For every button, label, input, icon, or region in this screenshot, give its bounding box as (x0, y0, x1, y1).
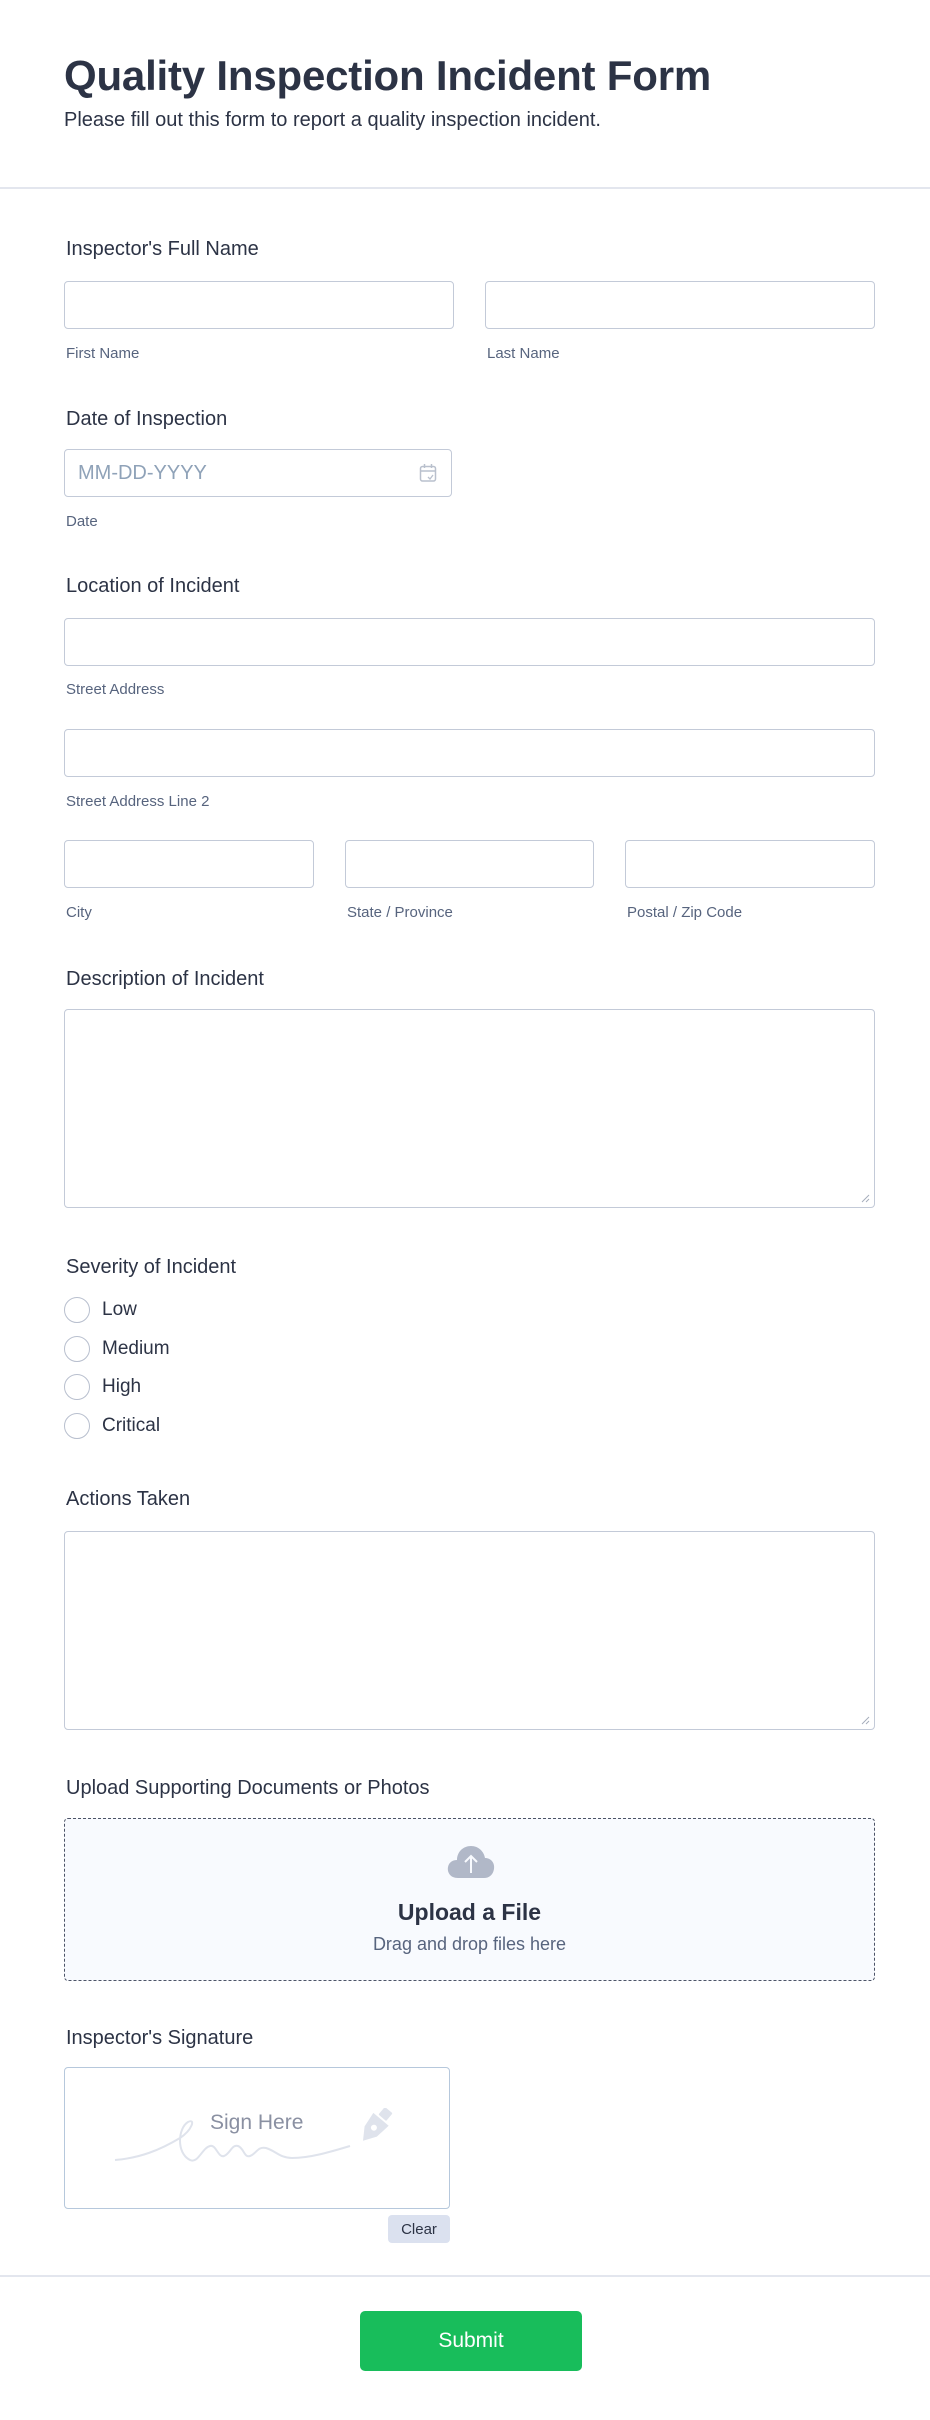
date-input[interactable] (64, 449, 452, 497)
severity-option-high[interactable] (64, 1373, 141, 1401)
city-input[interactable] (64, 840, 314, 888)
footer-divider (0, 2275, 930, 2277)
street-address-line2-input[interactable] (64, 729, 875, 777)
description-textarea[interactable] (64, 1009, 875, 1208)
upload-hint: Drag and drop files here (372, 1934, 567, 1954)
signature-placeholder: Sign Here (210, 2111, 304, 2134)
form-subtitle: Please fill out this form to report a quality inspection incident. (64, 109, 601, 131)
severity-option-low[interactable] (64, 1296, 137, 1324)
date-sublabel: Date (66, 513, 98, 530)
upload-title: Upload a File (397, 1899, 542, 1925)
submit-button[interactable]: Submit (360, 2311, 582, 2371)
radio-label: Low (102, 1299, 137, 1320)
radio-button[interactable] (64, 1413, 90, 1439)
radio-label: High (102, 1376, 142, 1397)
radio-button[interactable] (64, 1297, 90, 1323)
description-label: Description of Incident (66, 968, 264, 990)
date-placeholder: MM-DD-YYYY (78, 462, 207, 484)
postal-code-input[interactable] (625, 840, 875, 888)
upload-label: Upload Supporting Documents or Photos (66, 1777, 430, 1799)
last-name-input[interactable] (485, 281, 875, 329)
resize-handle-icon[interactable] (860, 1193, 870, 1203)
first-name-input[interactable] (64, 281, 454, 329)
street-address-input[interactable] (64, 618, 875, 666)
radio-button[interactable] (64, 1374, 90, 1400)
clear-signature-button[interactable]: Clear (388, 2215, 450, 2243)
actions-taken-textarea[interactable] (64, 1531, 875, 1730)
severity-label: Severity of Incident (66, 1256, 237, 1278)
form-title: Quality Inspection Incident Form (64, 52, 711, 99)
full-name-label: Inspector's Full Name (66, 238, 259, 260)
calendar-icon[interactable] (419, 463, 437, 483)
signature-label: Inspector's Signature (66, 2027, 254, 2049)
date-label: Date of Inspection (66, 408, 228, 430)
last-name-sublabel: Last Name (487, 345, 560, 362)
state-province-input[interactable] (345, 840, 594, 888)
severity-option-medium[interactable] (64, 1335, 170, 1363)
radio-label: Medium (102, 1338, 170, 1359)
radio-button[interactable] (64, 1336, 90, 1362)
actions-taken-label: Actions Taken (66, 1488, 191, 1510)
city-sublabel: City (66, 904, 92, 921)
location-label: Location of Incident (66, 575, 240, 597)
signature-pad[interactable] (64, 2067, 450, 2209)
postal-code-sublabel: Postal / Zip Code (627, 904, 743, 921)
header-divider (0, 187, 930, 189)
severity-option-critical[interactable] (64, 1412, 160, 1440)
file-upload-dropzone[interactable] (64, 1818, 875, 1981)
state-province-sublabel: State / Province (347, 904, 453, 921)
first-name-sublabel: First Name (66, 345, 140, 362)
resize-handle-icon[interactable] (860, 1715, 870, 1725)
cloud-upload-icon (446, 1844, 496, 1880)
street-address-sublabel: Street Address (66, 681, 165, 698)
street-address-line2-sublabel: Street Address Line 2 (66, 793, 210, 810)
radio-label: Critical (102, 1415, 161, 1436)
